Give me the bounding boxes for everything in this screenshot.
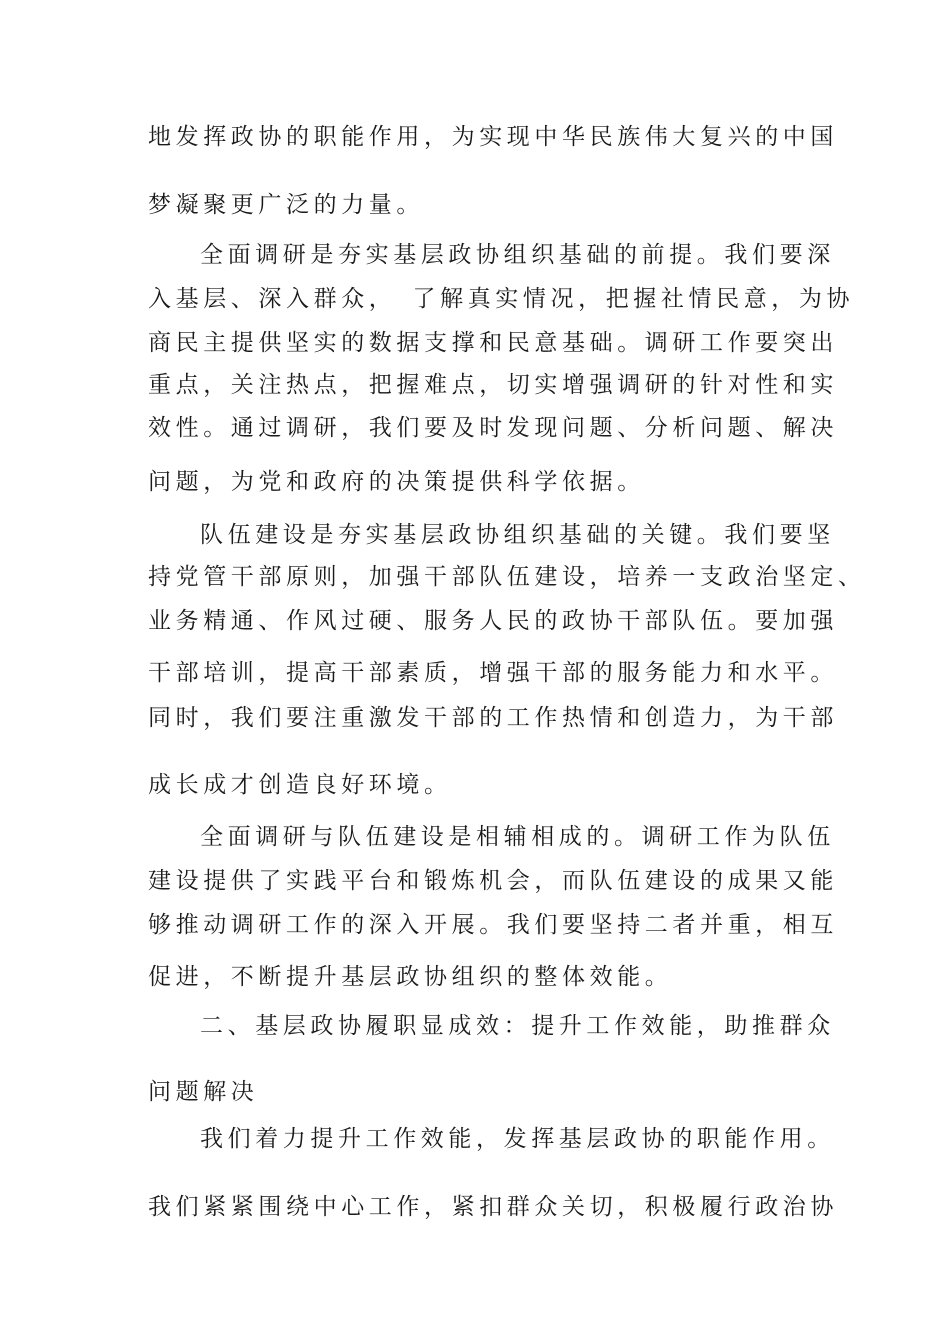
text-line: 够推动调研工作的深入开展。我们要坚持二者并重，相互 [148,912,838,938]
text-line: 我们紧紧围绕中心工作，紧扣群众关切，积极履行政治协 [148,1194,838,1220]
paragraph-start: 我们着力提升工作效能，发挥基层政协的职能作用。 [200,1126,835,1152]
section-heading-continued: 问题解决 [148,1079,259,1105]
paragraph-start: 全面调研是夯实基层政协组织基础的前提。我们要深 [200,242,835,268]
text-line: 成长成才创造良好环境。 [148,772,452,798]
text-line: 干部培训，提高干部素质，增强干部的服务能力和水平。 [148,660,838,686]
text-line: 地发挥政协的职能作用，为实现中华民族伟大复兴的中国 [148,124,838,150]
text-line: 入基层、深入群众， 了解真实情况，把握社情民意，为协 [148,286,855,312]
paragraph-start: 队伍建设是夯实基层政协组织基础的关键。我们要坚 [200,522,835,548]
text-line: 商民主提供坚实的数据支撑和民意基础。调研工作要突出 [148,330,838,356]
text-line: 梦凝聚更广泛的力量。 [148,192,424,218]
text-line: 效性。通过调研，我们要及时发现问题、分析问题、解决 [148,415,838,441]
text-line: 建设提供了实践平台和锻炼机会，而队伍建设的成果又能 [148,868,838,894]
text-line: 业务精通、作风过硬、服务人民的政协干部队伍。要加强 [148,608,838,634]
text-line: 持党管干部原则，加强干部队伍建设，培养一支政治坚定、 [148,564,866,590]
text-line: 同时，我们要注重激发干部的工作热情和创造力，为干部 [148,705,838,731]
text-line: 促进，不断提升基层政协组织的整体效能。 [148,964,673,990]
section-heading: 二、基层政协履职显成效：提升工作效能，助推群众 [200,1013,835,1039]
text-line: 问题，为党和政府的决策提供科学依据。 [148,469,645,495]
paragraph-start: 全面调研与队伍建设是相辅相成的。调研工作为队伍 [200,824,835,850]
text-line: 重点，关注热点，把握难点，切实增强调研的针对性和实 [148,372,838,398]
